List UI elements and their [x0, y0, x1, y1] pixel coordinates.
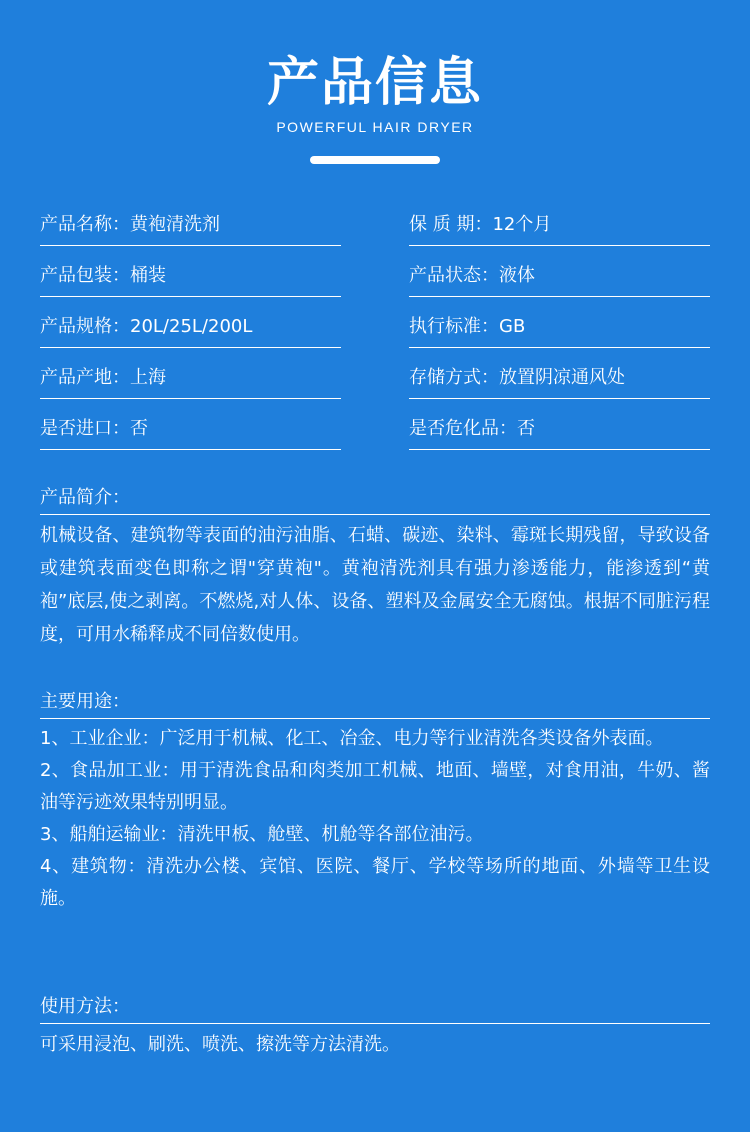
- spec-value: 桶装: [130, 265, 166, 286]
- spec-row: [40, 412, 710, 450]
- spec-item-packaging: [40, 259, 341, 297]
- spec-label: 保 质 期：: [409, 214, 493, 235]
- spec-value: 上海: [130, 367, 166, 388]
- spec-value: 黄袍清洗剂: [130, 214, 220, 235]
- spec-label: 产品产地：: [40, 367, 130, 388]
- intro-section: [40, 482, 710, 651]
- intro-body: 机械设备、建筑物等表面的油污油脂、石蜡、碳迹、染料、霉斑长期残留，导致设备或建筑表面变色即称之谓"穿黄袍"。黄袍清洗剂具有强力渗透能力，能渗透到“黄袍”底层,使之剥离。不燃烧,对人体、设备、塑料及金属安全无腐蚀。根据不同脏污程度，可用水稀释成不同倍数使用。: [40, 525, 710, 645]
- spec-label: 产品包装：: [40, 265, 130, 286]
- spec-item-imported: [40, 412, 341, 450]
- spec-label: 产品规格：: [40, 316, 130, 337]
- spec-label: 是否进口：: [40, 418, 130, 439]
- spec-row: [40, 208, 710, 246]
- spec-item-name: [40, 208, 341, 246]
- spec-item-standard: [409, 310, 710, 348]
- page-header: [0, 52, 750, 164]
- spec-value: 放置阴凉通风处: [499, 367, 625, 388]
- spec-row: [40, 259, 710, 297]
- method-section: [40, 991, 710, 1061]
- spec-item-state: [409, 259, 710, 297]
- intro-heading: 产品简介：: [40, 482, 710, 515]
- spec-item-origin: [40, 361, 341, 399]
- usage-item: 2、食品加工业：用于清洗食品和肉类加工机械、地面、墙壁，对食用油，牛奶、酱油等污迹效果特别明显。: [40, 760, 710, 813]
- method-heading: 使用方法：: [40, 991, 710, 1024]
- spec-item-hazardous: [409, 412, 710, 450]
- spec-item-storage: [409, 361, 710, 399]
- spec-label: 执行标准：: [409, 316, 499, 337]
- spec-label: 是否危化品：: [409, 418, 517, 439]
- usage-item: 4、建筑物：清洗办公楼、宾馆、医院、餐厅、学校等场所的地面、外墙等卫生设施。: [40, 856, 710, 909]
- spec-value: 12个月: [492, 214, 552, 235]
- spec-value: 否: [517, 418, 535, 439]
- method-body: 可采用浸泡、刷洗、喷洗、擦洗等方法清洗。: [40, 1034, 400, 1055]
- spec-label: 存储方式：: [409, 367, 499, 388]
- spec-value: 液体: [499, 265, 535, 286]
- usage-heading: 主要用途：: [40, 686, 710, 719]
- spec-label: 产品名称：: [40, 214, 130, 235]
- spec-value: GB: [499, 316, 526, 337]
- spec-item-shelf-life: [409, 208, 710, 246]
- title-underline-bar: [310, 156, 440, 164]
- spec-label: 产品状态：: [409, 265, 499, 286]
- spec-row: [40, 310, 710, 348]
- spec-grid: [40, 208, 710, 463]
- spec-item-size: [40, 310, 341, 348]
- spec-row: [40, 361, 710, 399]
- spec-value: 否: [130, 418, 148, 439]
- usage-item: 1、工业企业：广泛用于机械、化工、冶金、电力等行业清洗各类设备外表面。: [40, 728, 664, 749]
- usage-section: [40, 686, 710, 915]
- spec-value: 20L/25L/200L: [130, 316, 253, 337]
- usage-item: 3、船舶运输业：清洗甲板、舱壁、机舱等各部位油污。: [40, 824, 484, 845]
- page-subtitle: POWERFUL HAIR DRYER: [276, 119, 474, 135]
- usage-list: [40, 723, 710, 915]
- page-title: 产品信息: [266, 53, 483, 113]
